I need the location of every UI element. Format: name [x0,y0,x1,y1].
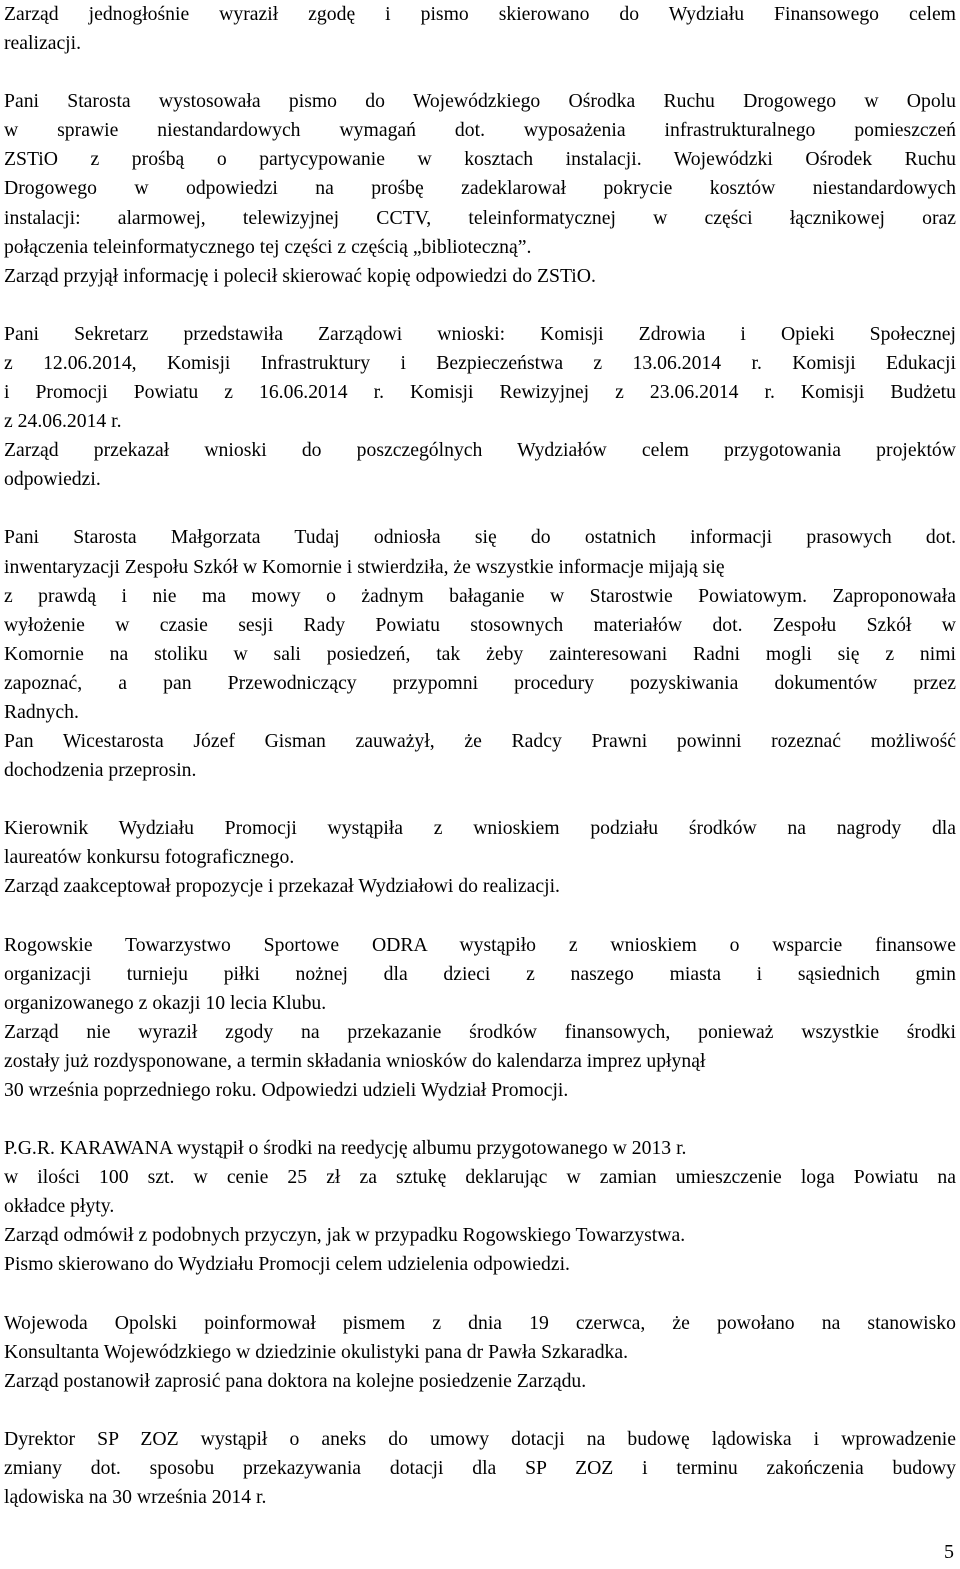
text-line: w sprawie niestandardowych wymagań dot. wyposażenia infrastrukturalnego pomieszczeń [4,119,956,142]
text-line: z prawdą i nie ma mowy o żadnym bałaganie w Starostwie Powiatowym. Zaproponowała [4,584,956,607]
text-line: Konsultanta Wojewódzkiego w dziedzinie okulistyki pana dr Pawła Szkaradka. [4,1340,629,1363]
text-line: z 24.06.2014 r. [4,410,122,433]
text-line: Pani Starosta wystosowała pismo do Wojewódzkiego Ośrodka Ruchu Drogowego w Opolu [4,90,956,113]
text-line: okładce płyty. [4,1195,115,1218]
paragraph [4,1134,956,1279]
paragraph [4,931,956,1106]
paragraph [4,320,956,495]
text-line: Radnych. [4,700,79,723]
text-line: Pismo skierowano do Wydziału Promocji celem udzielenia odpowiedzi. [4,1253,570,1276]
text-line: Rogowskie Towarzystwo Sportowe ODRA wystąpiło z wnioskiem o wsparcie finansowe [4,933,956,956]
text-line: dochodzenia przeprosin. [4,759,197,782]
text-line: połączenia teleinformatycznego tej części z częścią „biblioteczną”. [4,235,532,258]
paragraph [4,1309,956,1396]
paragraph [4,523,956,785]
text-line: organizacji turnieju piłki nożnej dla dzieci z naszego miasta i sąsiednich gmin [4,962,956,985]
text-line: Zarząd zaakceptował propozycje i przekazał Wydziałowi do realizacji. [4,875,560,898]
paragraph-gap [4,1105,956,1134]
text-line: Pani Sekretarz przedstawiła Zarządowi wnioski: Komisji Zdrowia i Opieki Społecznej [4,322,956,345]
text-line: instalacji: alarmowej, telewizyjnej CCTV, teleinformatycznej w części łącznikowej oraz [4,206,956,229]
text-line: 30 września poprzedniego roku. Odpowiedzi udzieli Wydział Promocji. [4,1079,569,1101]
paragraph-gap [4,58,956,87]
text-line: Zarząd przekazał wnioski do poszczególnych Wydziałów celem przygotowania projektów [4,439,956,462]
text-line: laureatów konkursu fotograficznego. [4,846,295,869]
text-line: ZSTiO z prośbą o partycypowanie w kosztach instalacji. Wojewódzki Ośrodek Ruchu [4,148,956,171]
text-line: i Promocji Powiatu z 16.06.2014 r. Komisji Rewizyjnej z 23.06.2014 r. Komisji Budżetu [4,381,956,404]
text-line: organizowanego z okazji 10 lecia Klubu. [4,991,327,1014]
text-line: P.G.R. KARAWANA wystąpił o środki na reedycję albumu przygotowanego w 2013 r. [4,1137,687,1160]
document-body [4,0,956,1512]
paragraph-gap [4,494,956,523]
text-line: lądowiska na 30 września 2014 r. [4,1486,267,1509]
text-line: Komornie na stoliku w sali posiedzeń, tak żeby zainteresowani Radni mogli się z nimi [4,642,956,665]
text-line: odpowiedzi. [4,468,101,491]
text-line: Zarząd jednogłośnie wyraził zgodę i pismo skierowano do Wydziału Finansowego celem [4,3,956,25]
paragraph-gap [4,902,956,931]
paragraph [4,87,956,291]
text-line: Zarząd postanowił zaprosić pana doktora na kolejne posiedzenie Zarządu. [4,1369,587,1392]
text-line: Zarząd przyjął informację i polecił skierować kopię odpowiedzi do ZSTiO. [4,264,596,287]
paragraph-gap [4,291,956,320]
text-line: Drogowego w odpowiedzi na prośbę zadeklarował pokrycie kosztów niestandardowych [4,177,956,200]
paragraph-gap [4,1280,956,1309]
text-line: realizacji. [4,32,82,55]
paragraph-gap [4,785,956,814]
paragraph [4,1425,956,1512]
text-line: zmiany dot. sposobu przekazywania dotacji dla SP ZOZ i terminu zakończenia budowy [4,1456,956,1479]
paragraph-gap [4,1396,956,1425]
text-line: Dyrektor SP ZOZ wystąpił o aneks do umowy dotacji na budowę lądowiska i wprowadzenie [4,1427,956,1450]
text-line: Zarząd nie wyraził zgody na przekazanie środków finansowych, ponieważ wszystkie środki [4,1020,956,1043]
text-line: Pani Starosta Małgorzata Tudaj odniosła się do ostatnich informacji prasowych dot. [4,526,956,549]
text-line: z 12.06.2014, Komisji Infrastruktury i Bezpieczeństwa z 13.06.2014 r. Komisji Edukacji [4,351,956,374]
page-number: 5 [944,1541,954,1563]
text-line: Wojewoda Opolski poinformował pismem z dnia 19 czerwca, że powołano na stanowisko [4,1311,956,1334]
text-line: Zarząd odmówił z podobnych przyczyn, jak w przypadku Rogowskiego Towarzystwa. [4,1224,686,1247]
paragraph [4,0,956,58]
text-line: Pan Wicestarosta Józef Gisman zauważył, że Radcy Prawni powinni rozeznać możliwość [4,730,956,753]
text-line: Kierownik Wydziału Promocji wystąpiła z wnioskiem podziału środków na nagrody dla [4,817,956,840]
text-line: inwentaryzacji Zespołu Szkół w Komornie i stwierdziła, że wszystkie informacje mijają się [4,555,725,578]
text-line: zapoznać, a pan Przewodniczący przypomni procedury pozyskiwania dokumentów przez [4,671,956,694]
text-line: zostały już rozdysponowane, a termin składania wniosków do kalendarza imprez upłynął [4,1049,706,1072]
paragraph [4,814,956,901]
text-line: wyłożenie w czasie sesji Rady Powiatu stosownych materiałów dot. Zespołu Szkół w [4,613,956,636]
text-line: w ilości 100 szt. w cenie 25 zł za sztukę deklarując w zamian umieszczenie loga Powiatu na [4,1166,956,1189]
